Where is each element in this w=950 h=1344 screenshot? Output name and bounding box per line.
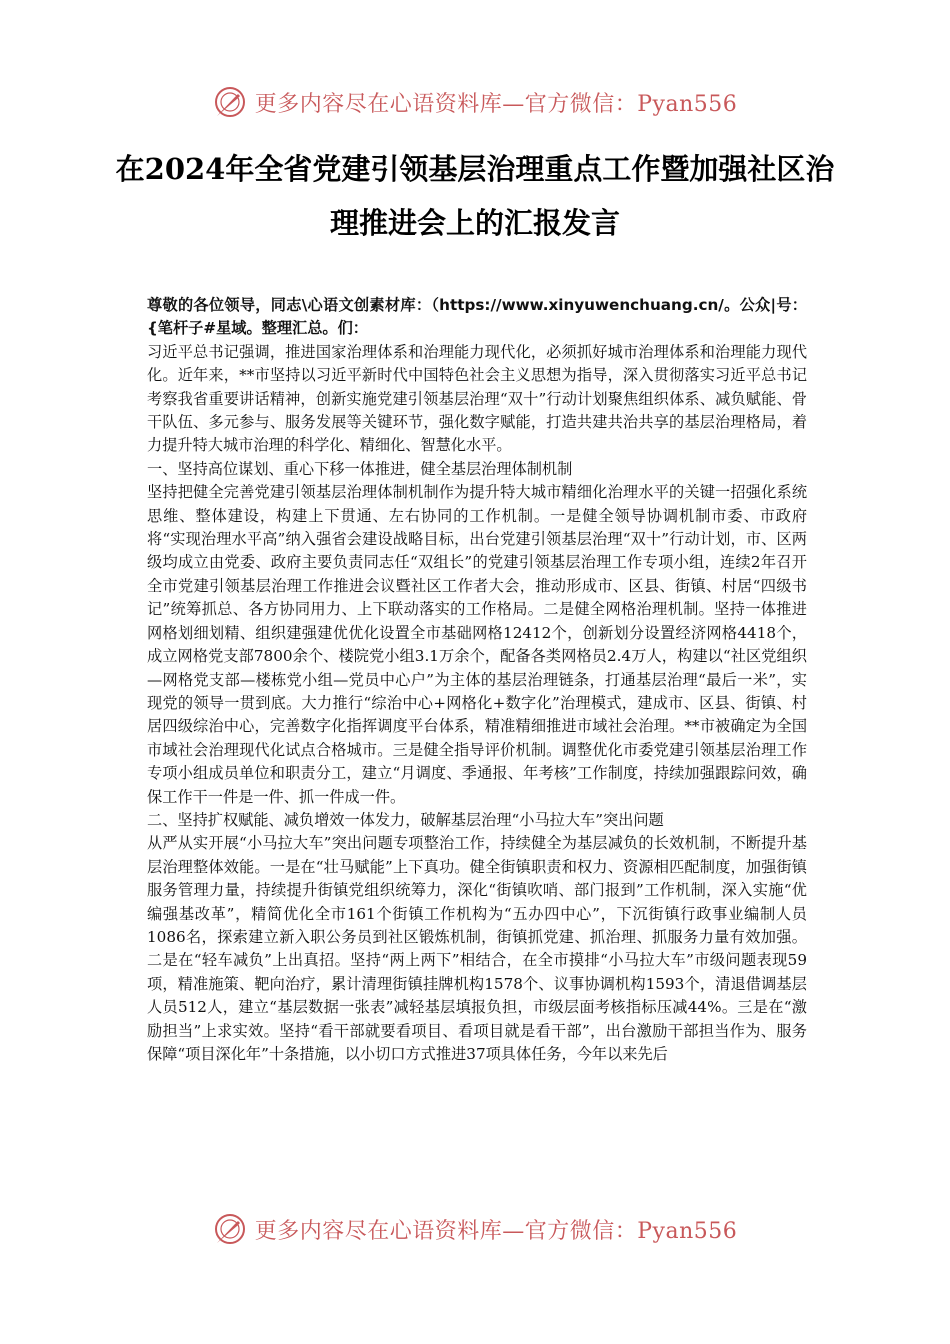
pen-circle-logo-icon — [213, 1212, 247, 1246]
document-title: 在2024年全省党建引领基层治理重点工作暨加强社区治理推进会上的汇报发言 — [115, 152, 835, 240]
watermark-banner-top — [0, 82, 950, 122]
paragraph-section-1: 坚持把健全完善党建引领基层治理体制机制作为提升特大城市精细化治理水平的关键一招强化系统思维、整体建设，构建上下贯通、左右协同的工作机制。一是健全领导协调机制市委、市政府将“实现治理水平高”纳入强省会建设战略目标，出台党建引领基层治理“双十”行动计划，市、区两级均成立由党委、政府主要负责同志任“双组长”的党建引领基层治理工作专项小组，连续2年召开全市党建引领基层治理工作推进会议暨社区工作者大会，推动形成市、区县、街镇、村居“四级书记”统筹抓总、各方协同用力、上下联动落实的工作格局。二是健全网格治理机制。坚持一体推进网格划细划精、组织建强建优优化设置全市基础网格12412个，创新划分设置经济网格4418个，成立网格党支部7800余个、楼院党小组3.1万余个，配备各类网格员2.4万人，构建以“社区党组织—网格党支部—楼栋党小组—党员中心户”为主体的基层治理链条，打通基层治理“最后一米”，实现党的领导一贯到底。大力推行“综治中心+网格化+数字化”治理模式，建成市、区县、街镇、村居四级综治中心，完善数字化指挥调度平台体系，精准精细推进市域社会治理。**市被确定为全国市域社会治理现代化试点合格城市。三是健全指导评价机制。调整优化市委党建引领基层治理工作专项小组成员单位和职责分工，建立“月调度、季通报、年考核”工作制度，持续加强跟踪问效，确保工作干一件是一件、抓一件成一件。 — [147, 483, 807, 806]
pen-circle-logo-icon — [213, 85, 247, 119]
paragraph-section-2: 从严从实开展“小马拉大车”突出问题专项整治工作，持续健全为基层减负的长效机制，不断提升基层治理整体效能。一是在“壮马赋能”上下真功。健全街镇职责和权力、资源相匹配制度，加强街镇服务管理力量，持续提升街镇党组织统筹力，深化“街镇吹哨、部门报到”工作机制，深入实施“优编强基改革”，精简优化全市161个街镇工作机构为“五办四中心”，下沉街镇行政事业编制人员1086名，探索建立新入职公务员到社区锻炼机制，街镇抓党建、抓治理、抓服务力量有效加强。二是在“轻车减负”上出真招。坚持“两上两下”相结合，在全市摸排“小马拉大车”市级问题表现59项，精准施策、靶向治疗，累计清理街镇挂牌机构1578个、议事协调机构1593个，清退借调基层人员512人，建立“基层数据一张表”减轻基层填报负担，市级层面考核指标压减44%。三是在“激励担当”上求实效。坚持“看干部就要看项目、看项目就是看干部”，出台激励干部担当作为、服务保障“项目深化年”十条措施，以小切口方式推进37项具体任务，今年以来先后 — [147, 834, 807, 1063]
document-body — [147, 294, 807, 1066]
paragraph-intro: 习近平总书记强调，推进国家治理体系和治理能力现代化，必须抓好城市治理体系和治理能力现代化。近年来，**市坚持以习近平新时代中国特色社会主义思想为指导，深入贯彻落实习近平总书记考察我省重要讲话精神，创新实施党建引领基层治理“双十”行动计划聚焦组织体系、减负赋能、骨干队伍、多元参与、服务发展等关键环节，强化数字赋能，打造共建共治共享的基层治理格局，着力提升特大城市治理的科学化、精细化、智慧化水平。 — [147, 342, 807, 455]
section-heading-1: 一、坚持高位谋划、重心下移一体推进，健全基层治理体制机制 — [147, 459, 573, 478]
greeting-line: 尊敬的各位领导，同志\心语文创素材库：（https://www.xinyuwenchuang.cn/。公众|号：{笔杆子#星域。整理汇总。们： — [147, 296, 807, 338]
watermark-text: 更多内容尽在心语资料库—官方微信：Pyan556 — [254, 91, 738, 117]
section-heading-2: 二、坚持扩权赋能、减负增效一体发力，破解基层治理“小马拉大车”突出问题 — [147, 810, 664, 829]
watermark-text: 更多内容尽在心语资料库—官方微信：Pyan556 — [254, 1218, 738, 1244]
watermark-banner-bottom — [0, 1209, 950, 1249]
